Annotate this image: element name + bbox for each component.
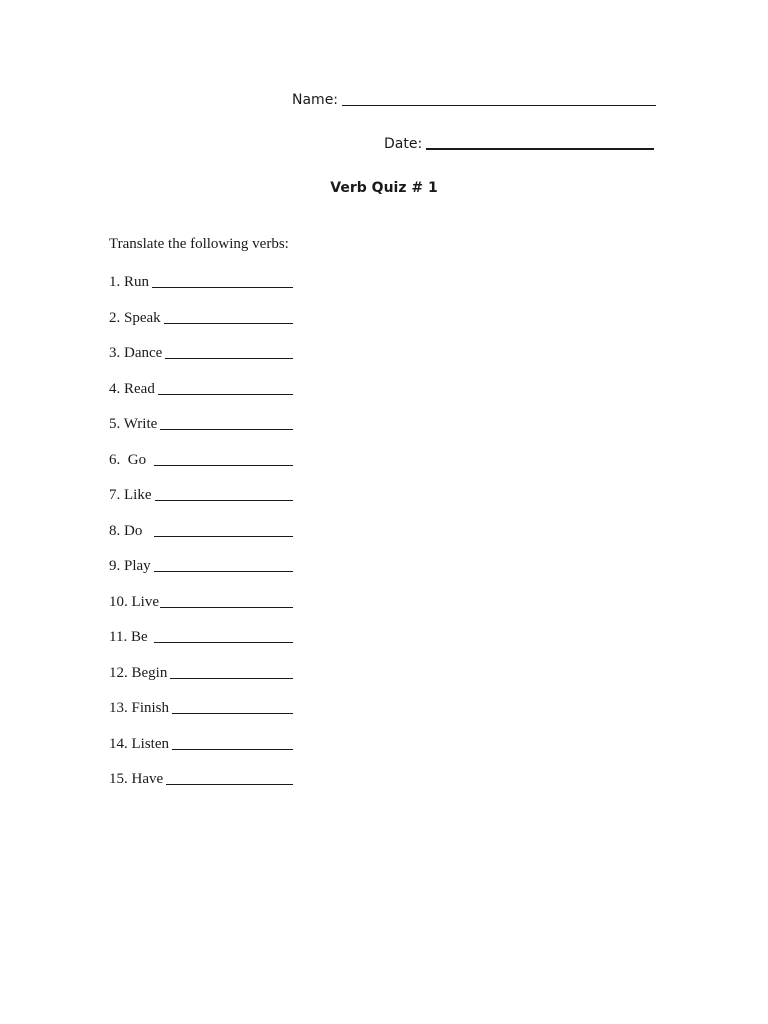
answer-blank-line[interactable] (170, 678, 293, 679)
verb-item (109, 484, 293, 504)
verb-item (109, 768, 293, 788)
verb-item (109, 555, 293, 575)
verb-label: 15. Have (109, 771, 164, 787)
verb-item (109, 662, 293, 682)
answer-blank-line[interactable] (165, 358, 293, 359)
verb-item (109, 591, 293, 611)
date-label: Date: (384, 136, 423, 152)
verb-item (109, 378, 293, 398)
verb-item (109, 449, 293, 469)
answer-blank-line[interactable] (164, 323, 293, 324)
name-blank-line[interactable] (342, 105, 656, 106)
verb-label: 3. Dance (109, 345, 163, 361)
answer-blank-line[interactable] (160, 429, 293, 430)
verb-item (109, 733, 293, 753)
verb-label: 8. Do (109, 522, 143, 539)
verb-label: 10. Live (109, 593, 159, 610)
verb-label: 1. Run (109, 274, 150, 290)
verb-item (109, 342, 293, 362)
verb-label: 12. Begin (109, 664, 168, 681)
answer-blank-line[interactable] (154, 571, 293, 572)
verb-label: 4. Read (109, 380, 155, 397)
answer-blank-line[interactable] (154, 642, 293, 643)
answer-blank-line[interactable] (172, 713, 293, 714)
answer-blank-line[interactable] (155, 500, 294, 501)
quiz-instructions: Translate the following verbs: (109, 236, 289, 252)
verb-label: 14. Listen (109, 735, 169, 752)
verb-label: 9. Play (109, 558, 151, 574)
verb-label: 7. Like (109, 487, 152, 503)
verb-item (109, 520, 293, 540)
verb-label: 6. Go (109, 451, 147, 468)
quiz-title: Verb Quiz # 1 (330, 180, 438, 196)
answer-blank-line[interactable] (154, 465, 293, 466)
verb-label: 11. Be (109, 629, 148, 645)
verb-label: 5. Write (109, 416, 158, 432)
answer-blank-line[interactable] (154, 536, 293, 537)
answer-blank-line[interactable] (158, 394, 293, 395)
name-label: Name: (292, 92, 339, 108)
answer-blank-line[interactable] (172, 749, 293, 750)
date-blank-line[interactable] (426, 148, 654, 150)
verb-item (109, 307, 293, 327)
verb-label: 2. Speak (109, 309, 161, 326)
verb-item (109, 413, 293, 433)
answer-blank-line[interactable] (160, 607, 293, 608)
verb-label: 13. Finish (109, 700, 170, 716)
date-row (384, 136, 654, 152)
name-row (292, 92, 656, 108)
verb-item (109, 626, 293, 646)
answer-blank-line[interactable] (166, 784, 293, 785)
verb-item (109, 697, 293, 717)
verb-item (109, 271, 293, 291)
answer-blank-line[interactable] (152, 287, 293, 288)
